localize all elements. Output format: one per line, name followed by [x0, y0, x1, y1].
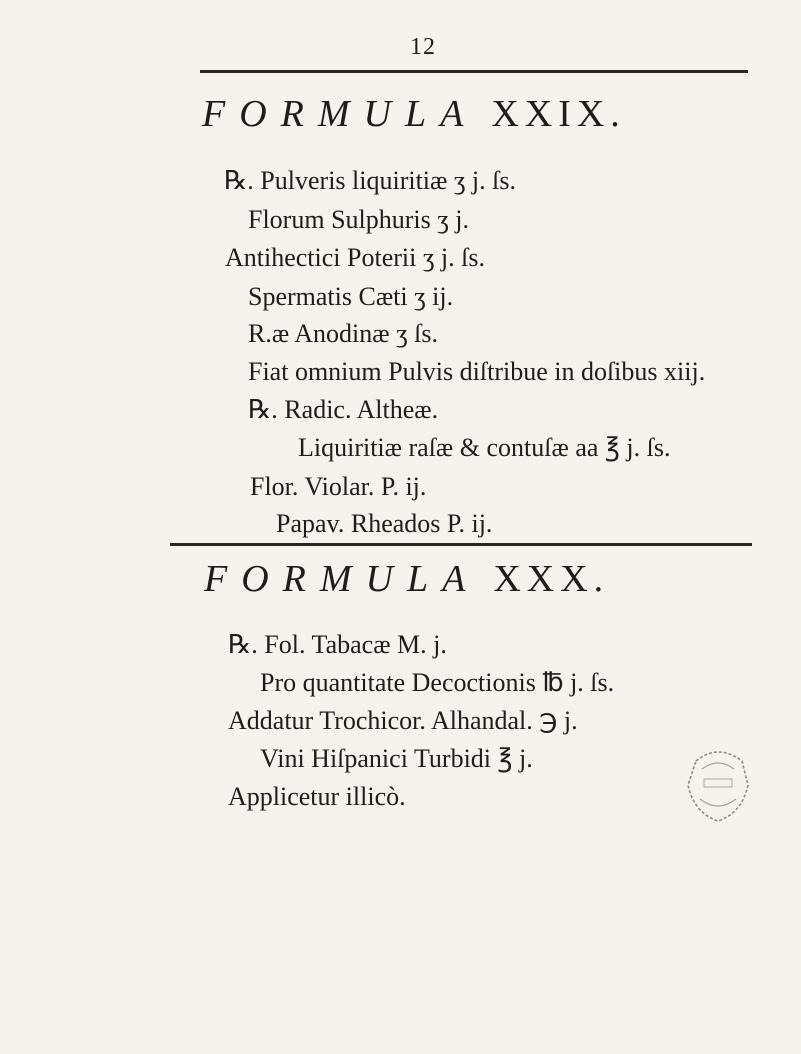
formula-29-heading: [202, 92, 626, 136]
page-number: 12: [410, 34, 436, 60]
formula-29-line: Papav. Rheados P. ij.: [276, 509, 493, 538]
formula-30-heading-number: XXX.: [493, 558, 610, 600]
library-stamp-icon: [682, 745, 754, 825]
formula-29-line: Florum Sulphuris ʒ j.: [248, 205, 470, 234]
formula-29-line: Spermatis Cæti ʒ ij.: [248, 282, 454, 311]
formula-30-line: ℞. Fol. Tabacæ M. j.: [228, 630, 447, 659]
formula-29-line: Flor. Violar. P. ij.: [250, 472, 427, 501]
formula-29-line: Fiat omnium Pulvis diſtribue in doſibus xiij.: [248, 357, 706, 386]
middle-rule: [170, 543, 752, 546]
formula-30-line: Addatur Trochicor. Alhandal. ℈ j.: [228, 706, 578, 735]
formula-29-heading-number: XXIX.: [491, 93, 626, 135]
formula-29-line: R.æ Anodinæ ʒ ſs.: [248, 319, 438, 348]
top-rule: [200, 70, 748, 73]
formula-29-line: Antihectici Poterii ʒ j. ſs.: [225, 243, 485, 272]
formula-30-line: Applicetur illicò.: [228, 782, 406, 811]
formula-29-heading-word: FORMULA: [202, 93, 478, 135]
formula-30-heading-word: FORMULA: [204, 558, 480, 600]
formula-30-line: Pro quantitate Decoctionis ℔ j. ſs.: [260, 668, 615, 697]
formula-29-line: ℞. Radic. Altheæ.: [248, 395, 439, 424]
formula-30-heading: [204, 557, 609, 601]
formula-29-line: ℞. Pulveris liquiritiæ ʒ j. ſs.: [224, 166, 516, 195]
formula-30-line: Vini Hiſpanici Turbidi ℥ j.: [260, 744, 533, 773]
formula-29-line: Liquiritiæ raſæ & contuſæ aa ℥ j. ſs.: [298, 433, 671, 462]
